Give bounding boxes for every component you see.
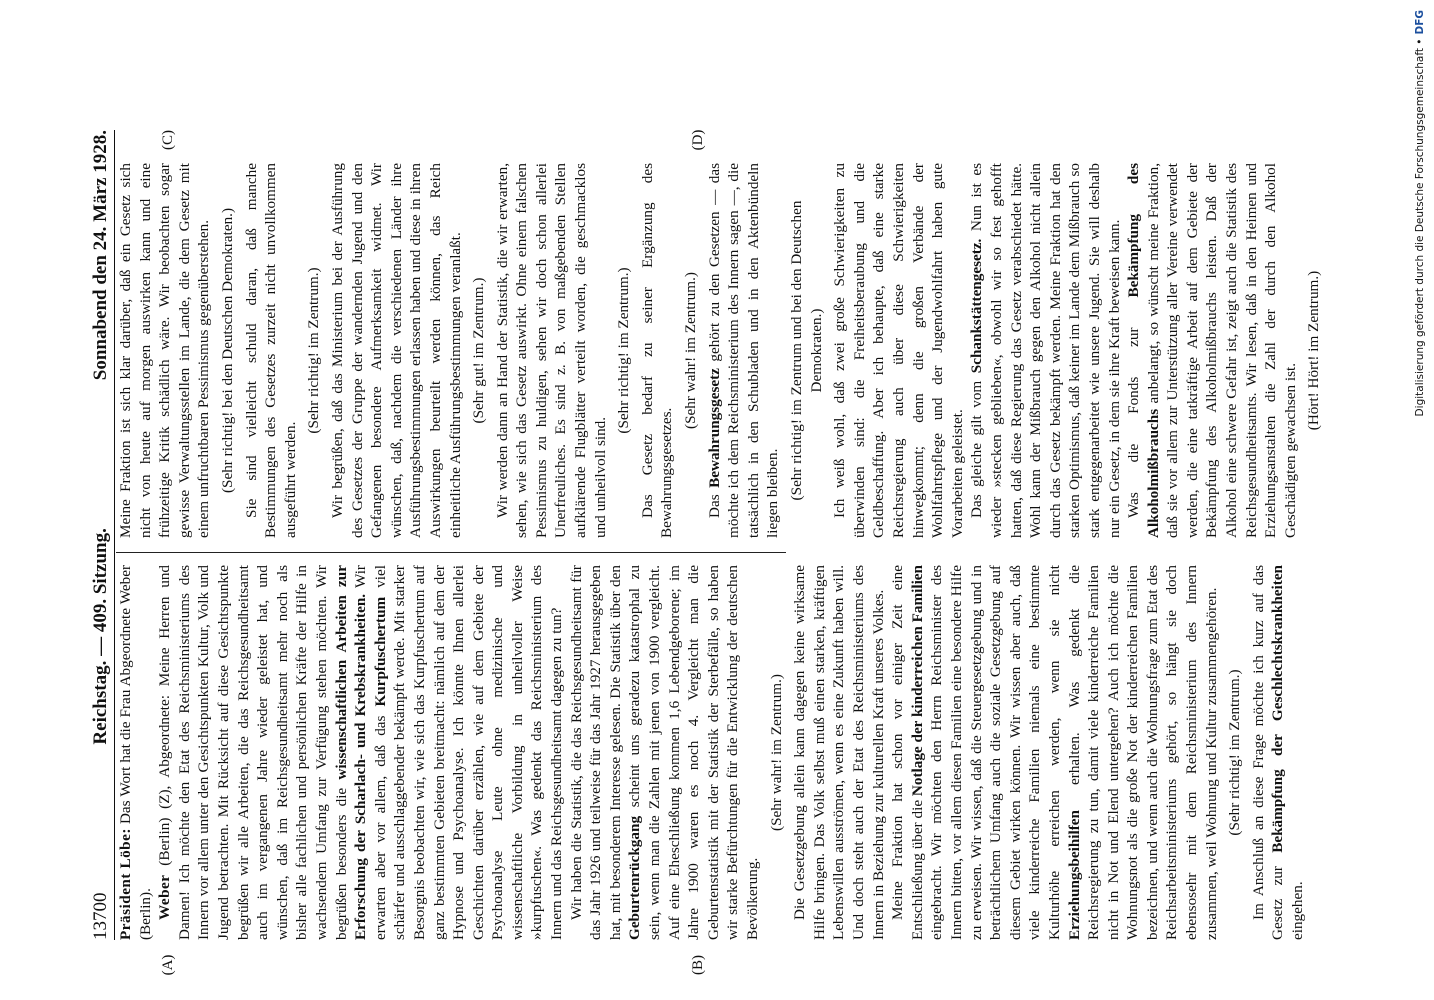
- interjection: (Sehr richtig! im Zentrum.): [615, 267, 633, 434]
- margin-marker-a: (A): [160, 954, 176, 976]
- paragraph-text: Das Gesetz bedarf zu seiner Ergänzung des Bewahrungsgesetzes.: [638, 163, 676, 538]
- emphasis: Geburtenrückgang: [626, 815, 644, 940]
- paragraph-text: viel schärfer und ausschlaggebender bekämpft werde. Mit starker Besorgnis beobachten wir, wie sich das Kurpfuschertum auf ganz bestimmten Gebieten breitmacht: nämlich auf dem der Hypnose und Psychoanalyse. Ich könnte Ihnen allerlei Geschichten darüber erzählen, wie auf dem Gebiete der Psychoanalyse Leute ohne medizinische und wissenschaftliche Vorbildung in unheilvoller Weise »kurpfuschen«. Was gedenkt das Reichsministerium des Innern und das Reichsgesundheitsamt dagegen zu tun?: [371, 565, 566, 940]
- paragraph: [116, 565, 155, 940]
- paragraph: [493, 163, 611, 538]
- margin-marker-b: (B): [690, 955, 706, 975]
- paragraph-text: erhalten. Was gedenkt die Reichsregierung zu tun, damit viele kinderreiche Familien nicht in Not und Elend untergehen? Auch ich möchte die Wohnungsnot als die große Not der kinderreichen Familien bezeichnen, und wenn auch die Wohnungsfrage zum Etat des Reichsarbeitsministeriums gehört, so hängt sie doch ebensosehr mit dem Reichsministerium des Innern zusammen, weil Wohnung und Kultur zusammengehören.: [1065, 565, 1220, 940]
- paragraph-text: eingebracht. Wir möchten den Herrn Reichsminister des Innern bitten, vor allem diesen Familien eine besondere Hilfe zu erweisen. Wir wissen, daß die Steuergesetzgebung und in beträchtlichem Umfang auch die soziale Gesetzgebung auf diesem Gebiet wirken können. Wir wissen aber auch, daß viele kinderreiche Familien niemals eine bestimmte Kulturhöhe erreichen werden, wenn sie nicht: [928, 565, 1063, 940]
- page-number: 13700: [90, 892, 111, 940]
- column-divider: [116, 552, 786, 553]
- paragraph: [830, 163, 967, 538]
- emphasis: Erziehungsbeihilfen: [1065, 810, 1083, 940]
- emphasis: Bewahrungsgesetz: [705, 368, 723, 488]
- session-date: Sonnabend den 24. März 1928.: [90, 130, 111, 381]
- paragraph-text: Meine Fraktion hat schon vor einiger Zeit eine Entschließung über die: [889, 565, 926, 940]
- interjection: (Sehr gut! im Zentrum.): [470, 277, 488, 424]
- interjection: (Sehr richtig! im Zentrum.): [1226, 669, 1244, 836]
- paragraph: [1249, 565, 1308, 940]
- paragraph: [116, 163, 214, 538]
- speaker-name: Präsident Löbe:: [117, 828, 134, 940]
- dfg-logo: DFG: [1414, 10, 1426, 35]
- paragraph-text: Meine Fraktion ist sich klar darüber, daß ein Gesetz sich nicht von heute auf morgen auswirken kann und eine frühzeitige Kritik schädlich wäre. Wir beobachten sogar gewisse Verwaltungsstellen im Lande, die dem Gesetz mit einem unfruchtbaren Pessimismus gegenüberstehen.: [117, 163, 213, 538]
- interjection: (Sehr wahr! im Zentrum.): [767, 674, 785, 831]
- paragraph-text: scheint uns geradezu katastrophal zu sein, wenn man die Zahlen mit jenen von 1900 vergleicht. Auf eine Eheschließung kommen 1,6 Lebendgeborene; im Jahre 1900 waren es noch 4. Vergleicht man die Geburtenstatistik mit der Statistik der Sterbefälle, so haben wir starke Befürchtungen für die Entwicklung der deutschen Bevölkerung.: [626, 564, 761, 940]
- paragraph: [705, 163, 783, 538]
- paragraph-text: Nun ist es wieder »stecken geblieben«, obwohl wir so fest gehofft hatten, daß diese Regierung das Gesetz verabschiedet hätte. Wohl kann der Mißbrauch gegen den Alkohol nicht allein durch das Gesetz bekämpft werden. Meine Fraktion hat den starken Optimismus, daß keiner im Lande dem Mißbrauch so stark entgegenarbeitet wie unsere Jugend. Sie will deshalb nur ein Gesetz, in dem sie ihre Kraft beweisen kann.: [968, 162, 1123, 538]
- paragraph: [888, 565, 1221, 940]
- paragraph: [790, 565, 888, 940]
- paragraph-text: Die Gesetzgebung allein kann dagegen keine wirksame Hilfe bringen. Das Volk selbst muß einen starken, kräftigen Lebenswillen ausströmen, wenn es eine Zukunft haben will. Und doch steht auch der Etat des Reichsministeriums des Innern in Beziehung zur kulturellen Kraft unseres Volkes.: [791, 565, 887, 940]
- paragraph-text: gehört zu den Gesetzen — das möchte ich dem Reichsministerium des Innern sagen —, die tatsächlich in den Schubladen und in den Aktenbündeln liegen bleiben.: [705, 162, 782, 538]
- page-header: [82, 130, 115, 940]
- emphasis: wissenschaftlichen Arbeiten zur Erforschung der Scharlach- und Krebskrankheiten.: [332, 565, 370, 940]
- paragraph-text: Wir haben die Statistik, die das Reichsgesundheitsamt für das Jahr 1926 und teilweise für das Jahr 1927 herausgegeben hat, mit besonderem Interesse gelesen. Die Statistik über den: [567, 565, 624, 940]
- paragraph-text: Wir erwarten aber vor allem, daß das: [352, 565, 389, 940]
- session-title: Reichstag. — 409. Sitzung.: [90, 528, 111, 745]
- paragraph-text: Im Anschluß an diese Frage möchte ich kurz auf das Gesetz zur: [1249, 565, 1287, 940]
- margin-marker-c: (C): [160, 130, 176, 150]
- paragraph: [1124, 163, 1300, 538]
- emphasis: Kurpfuschertum: [371, 596, 389, 707]
- emphasis: Notlage der kinderreichen Familien: [908, 565, 926, 797]
- speaker-name: Weber: [156, 874, 174, 920]
- paragraph-text: Das Wort hat die Frau Abgeordnete Weber (Berlin).: [117, 565, 154, 940]
- document-page: [0, 70, 1434, 1000]
- paragraph: [155, 565, 566, 940]
- interjection: (Sehr richtig! im Zentrum.): [305, 267, 323, 434]
- interjection: (Hört! Hört! im Zentrum.): [1305, 270, 1323, 431]
- emphasis: Schankstättengesetz.: [968, 238, 986, 374]
- paragraph-text: Wir begrüßen, daß das Ministerium bei der Ausführung des Gesetzes der Gruppe der wandernden Jugend und den Gefangenen besondere Aufmerksamkeit widmet. Wir wünschen, daß, nachdem die verschiedenen Länder ihre Ausführungsbestimmungen erlassen haben und diese in ihren Auswirkungen beurteilt werden können, das Reich einheitliche Ausführungsbestimmungen veranlaßt.: [328, 163, 464, 538]
- interjection: (Sehr richtig! bei den Deutschen Demokraten.): [218, 207, 236, 494]
- paragraph-text: eingehen.: [1289, 881, 1307, 940]
- paragraph-text: (Berlin) (Z), Abgeordnete: Meine Herren und Damen! Ich möchte den Etat des Reichsministeriums des Innern vor allem unter den Gesichtspunkten Kultur, Volk und Jugend betrachten. Mit Rücksicht auf diese Gesichtspunkte begrüßen wir alle Arbeiten, die das Reichsgesundheitsamt auch im vergangenen Jahre wieder geleistet hat, und wünschen, daß im Reichsgesundheitsamt mehr noch als bisher alle fachlichen und persönlichen Kräfte der Hilfe in wachsendem Umfang zur Verfügung stehen möchten. Wir begrüßen besonders die: [156, 564, 350, 940]
- paragraph-text: Ich weiß wohl, daß zwei große Schwierigkeiten zu überwinden sind: die Freiheitsberaubung und die Geldbeschaffung. Aber ich behaupte, daß eine starke Reichsregierung auch über diese Schwierigkeiten hinwegkommt; denn die großen Verbände der Wohlfahrtspflege und der Jugendwohlfahrt haben gute Vorarbeiten geleistet.: [831, 163, 966, 538]
- paragraph-text: Das: [705, 494, 723, 518]
- paragraph: [638, 163, 677, 538]
- paragraph: [242, 163, 301, 538]
- paragraph-text: Sie sind vielleicht schuld daran, daß manche Bestimmungen des Gesetzes zurzeit nicht unvollkommen ausgeführt werden.: [242, 163, 299, 538]
- paragraph: [967, 163, 1124, 538]
- emphasis: Bekämpfung der Geschlechtskrankheiten: [1269, 564, 1287, 853]
- paragraph: [328, 163, 465, 538]
- right-column: [116, 162, 1323, 538]
- paragraph-text: anbelangt, so wünscht meine Fraktion, daß sie vor allem zur Unterstützung aller Vereine verwendet werden, die eine tatkräftige Arbeit auf dem Gebiete der Bekämpfung des Alkoholmißbrauchs leisten. Daß der Alkohol eine schwere Gefahr ist, zeigt auch die Statistik des Reichsgesundheitsamts. Wir lesen, daß in den Heimen und Erziehungsanstalten die Zahl der durch den Alkohol Geschädigten gewachsen ist.: [1144, 163, 1299, 538]
- funding-note-text: Digitalisierung gefördert durch die Deutsche Forschungsgemeinschaft •: [1414, 38, 1426, 417]
- paragraph: [567, 565, 763, 940]
- margin-marker-d: (D): [690, 129, 706, 151]
- paragraph-text: Das gleiche gilt vom: [968, 380, 986, 518]
- left-column: [116, 564, 1307, 940]
- paragraph-text: Wir werden dann an Hand der Statistik, die wir erwarten, sehen, wie sich das Gesetz auswirkt. Ohne einem falschen Pessimismus zu huldigen, sehen wir doch schon allerlei Unerfreuliches. Es sind z. B. von maßgebenden Stellen aufklärende Flugblätter verteilt worden, die geschmacklos und unheilvoll sind.: [493, 163, 609, 538]
- interjection: (Sehr richtig! im Zentrum und bei den Deutschen Demokraten.): [788, 200, 825, 501]
- interjection: (Sehr wahr! im Zentrum.): [682, 272, 700, 429]
- emphasis: Bekämpfung des Alkoholmißbrauchs: [1125, 162, 1162, 538]
- paragraph-text: Was die Fonds zur: [1125, 327, 1143, 518]
